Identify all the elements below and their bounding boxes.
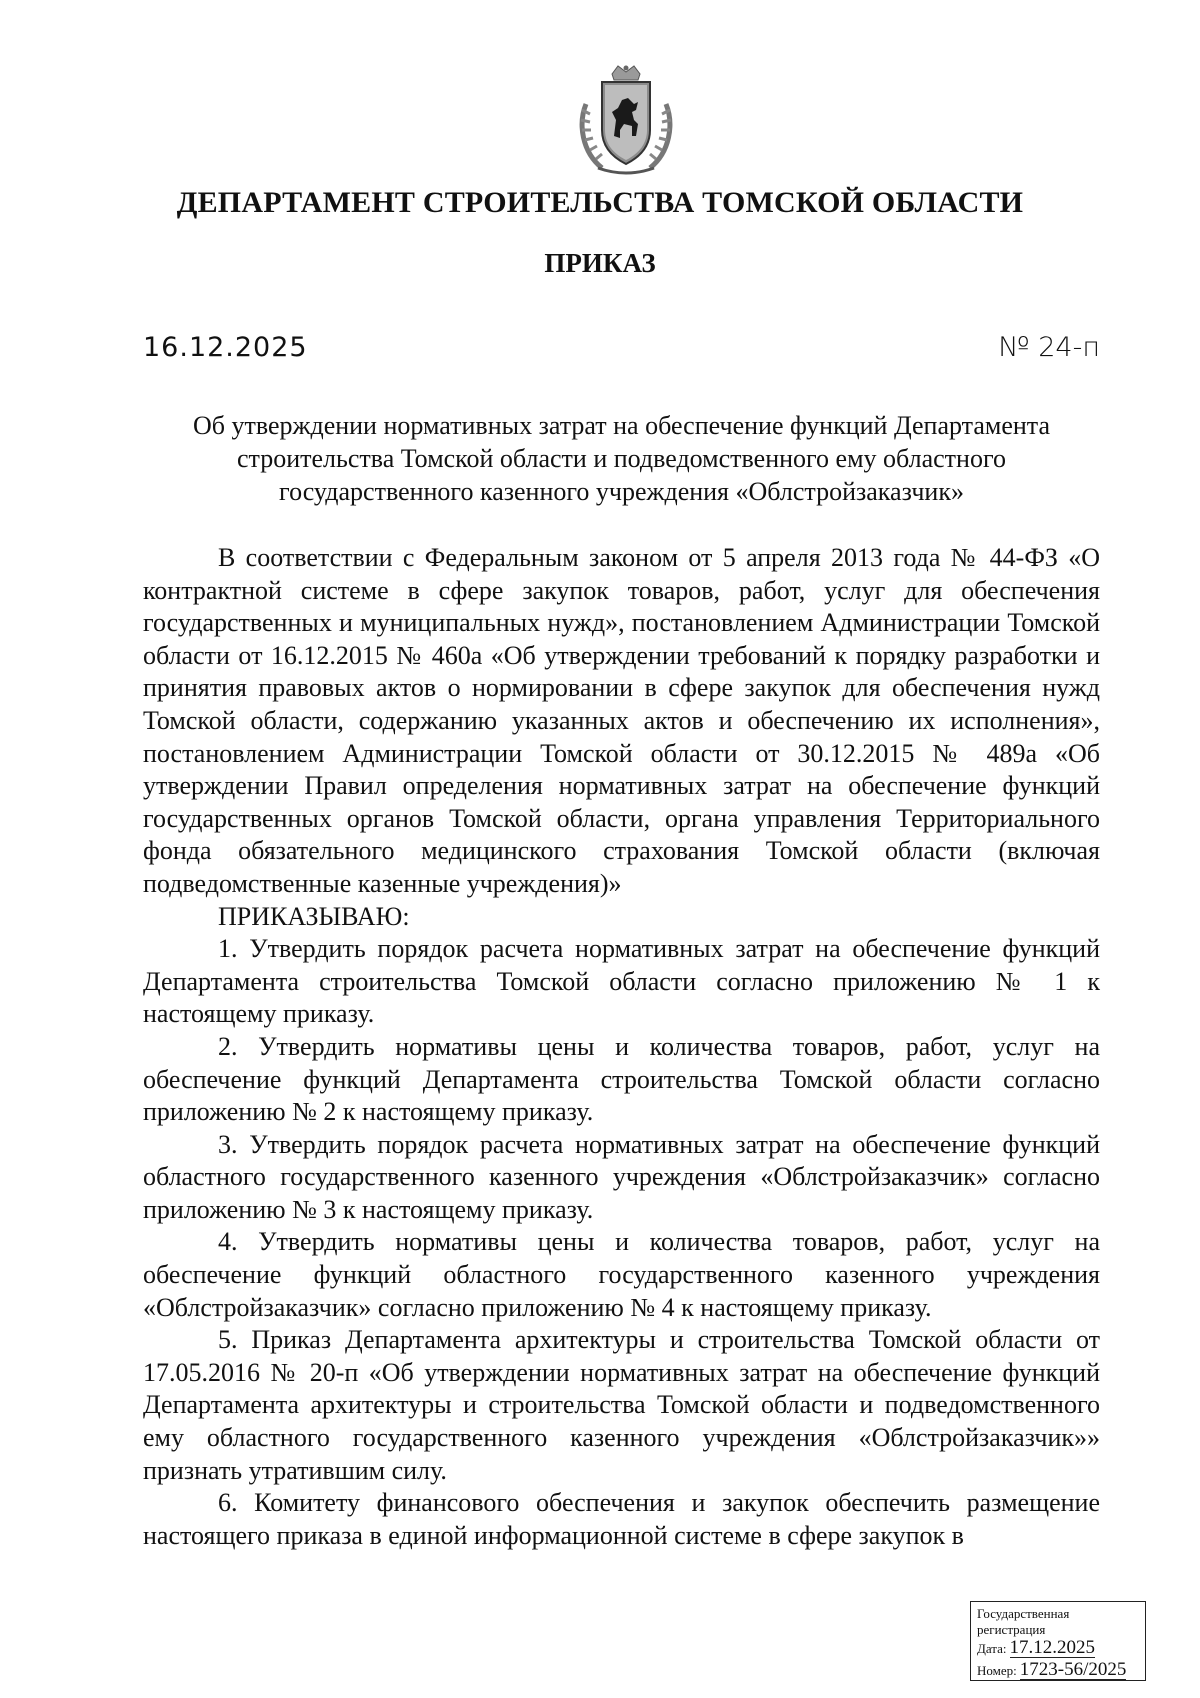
registration-stamp xyxy=(970,1601,1146,1681)
order-subject xyxy=(143,409,1100,508)
registration-date-value: 17.12.2025 xyxy=(1009,1637,1096,1658)
order-item: 2. Утвердить нормативы цены и количества товаров, работ, услуг на обеспечение функций Департамента строительства Томской области согласно приложению № 2 к настоящему приказу. xyxy=(143,1031,1100,1127)
order-number: № 24-п xyxy=(998,332,1100,363)
registration-date-row xyxy=(977,1638,1139,1660)
registration-number-value: 1723-56/2025 xyxy=(1019,1659,1127,1680)
registration-number-label: Номер: xyxy=(977,1663,1017,1678)
subject-line: строительства Томской области и подведомственного ему областного xyxy=(237,444,1006,473)
order-item: 6. Комитету финансового обеспечения и закупок обеспечить размещение настоящего приказа в единой информационной системе в сфере закупок в xyxy=(143,1488,1100,1550)
order-item: 1. Утвердить порядок расчета нормативных затрат на обеспечение функций Департамента строительства Томской области согласно приложению № 1 к настоящему приказу. xyxy=(143,934,1100,1029)
registration-number-row xyxy=(977,1660,1139,1682)
registration-title: Государственная регистрация xyxy=(977,1606,1070,1637)
subject-line: Об утверждении нормативных затрат на обеспечение функций Департамента xyxy=(192,411,1051,440)
order-item: 5. Приказ Департамента архитектуры и строительства Томской области от 17.05.2016 № 20-п «Об утверждении нормативных затрат на обеспечение функций Департамента архитектуры и строительства Томской области и подведомственного ему областного государственного казенного учреждения «Облстройзаказчик»» признать утратившим силу. xyxy=(143,1325,1100,1485)
tomsk-region-coat-of-arms-icon xyxy=(568,64,684,178)
order-date: 16.12.2025 xyxy=(143,332,308,363)
order-item: 4. Утвердить нормативы цены и количества товаров, работ, услуг на обеспечение функций областного государственного казенного учреждения «Облстройзаказчик» согласно приложению № 4 к настоящему приказу. xyxy=(143,1227,1100,1322)
subject-line: государственного казенного учреждения «Облстройзаказчик» xyxy=(279,477,964,506)
department-title: ДЕПАРТАМЕНТ СТРОИТЕЛЬСТВА ТОМСКОЙ ОБЛАСТИ xyxy=(176,186,1024,219)
registration-date-label: Дата: xyxy=(977,1641,1007,1656)
order-directive: ПРИКАЗЫВАЮ: xyxy=(218,901,410,931)
order-item: 3. Утвердить порядок расчета нормативных затрат на обеспечение функций областного государственного казенного учреждения «Облстройзаказчик» согласно приложению № 3 к настоящему приказу. xyxy=(143,1129,1100,1224)
document-type: ПРИКАЗ xyxy=(544,248,656,278)
preamble-paragraph: В соответствии с Федеральным законом от 5 апреля 2013 года № 44-ФЗ «О контрактной системе в сфере закупок товаров, работ, услуг для обеспечения государственных и муниципальных нужд», постановлением Администрации Томской области от 16.12.2015 № 460а «Об утверждении требований к порядку разработки и принятия правовых актов о нормировании в сфере закупок для обеспечения нужд Томской области, содержанию указанных актов и обеспечению их исполнения», постановлением Администрации Томской области от 30.12.2015 № 489а «Об утверждении Правил определения нормативных затрат на обеспечение функций государственных органов Томской области, органа управления Территориального фонда обязательного медицинского страхования Томской области (включая подведомственные казенные учреждения)» xyxy=(143,543,1100,898)
order-body xyxy=(143,542,1100,1552)
